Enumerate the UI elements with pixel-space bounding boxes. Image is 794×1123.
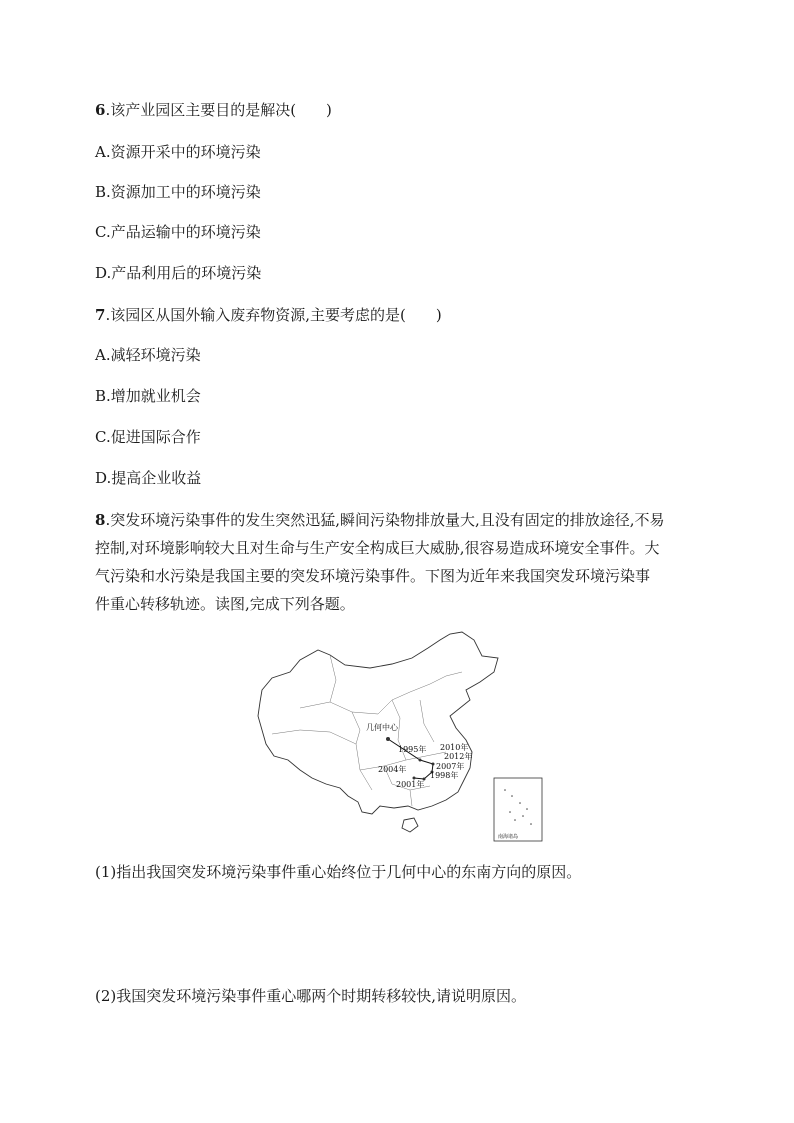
q6-option-d: D.产品利用后的环境污染 bbox=[95, 264, 262, 282]
label-2007: 2007年 bbox=[436, 762, 465, 771]
china-outline bbox=[258, 632, 498, 832]
q8-stem-line-1: .突发环境污染事件的发生突然迅猛,瞬间污染物排放量大,且没有固定的排放途径,不易 bbox=[105, 511, 665, 529]
q7-option-d: D.提高企业收益 bbox=[95, 469, 202, 487]
label-1998: 1998年 bbox=[430, 771, 459, 780]
q8-stem-line-4: 件重心转移轨迹。读图,完成下列各题。 bbox=[95, 595, 355, 613]
label-2001: 2001年 bbox=[396, 780, 425, 789]
q6-number: 6 bbox=[95, 101, 106, 119]
q8-sub2: (2)我国突发环境污染事件重心哪两个时期转移较快,请说明原因。 bbox=[95, 987, 527, 1005]
q7-option-c: C.促进国际合作 bbox=[95, 428, 201, 446]
label-2004: 2004年 bbox=[378, 765, 407, 774]
q7-option-a: A.减轻环境污染 bbox=[95, 346, 201, 364]
q6-stem bbox=[95, 100, 332, 120]
china-pollution-map bbox=[254, 630, 546, 845]
q6-stem-text: .该产业园区主要目的是解决( ) bbox=[105, 101, 332, 119]
label-geometric-center: 几何中心 bbox=[366, 723, 398, 732]
label-1995: 1995年 bbox=[398, 745, 427, 754]
q7-stem bbox=[95, 305, 442, 325]
geometric-center-point bbox=[386, 737, 390, 741]
q8-stem-line-2: 控制,对环境影响较大且对生命与生产安全构成巨大威胁,很容易造成环境安全事件。大 bbox=[95, 539, 660, 557]
q7-stem-text: .该园区从国外输入废弃物资源,主要考虑的是( ) bbox=[105, 306, 442, 324]
q6-option-b: B.资源加工中的环境污染 bbox=[95, 183, 261, 201]
q8-stem-line-3: 气污染和水污染是我国主要的突发环境污染事件。下图为近年来我国突发环境污染事 bbox=[95, 567, 651, 585]
q6-option-a: A.资源开采中的环境污染 bbox=[95, 143, 261, 161]
label-2012: 2012年 bbox=[444, 752, 473, 761]
label-2010: 2010年 bbox=[440, 743, 469, 752]
south-china-sea-inset bbox=[494, 778, 542, 841]
q6-option-c: C.产品运输中的环境污染 bbox=[95, 223, 261, 241]
q7-option-b: B.增加就业机会 bbox=[95, 387, 201, 405]
q8-sub1: (1)指出我国突发环境污染事件重心始终位于几何中心的东南方向的原因。 bbox=[95, 863, 582, 881]
q8-number: 8 bbox=[95, 511, 106, 529]
q8-stem bbox=[95, 506, 705, 618]
q7-number: 7 bbox=[95, 306, 106, 324]
inset-label: 南海诸岛 bbox=[498, 834, 519, 840]
inset-islands bbox=[504, 789, 532, 825]
